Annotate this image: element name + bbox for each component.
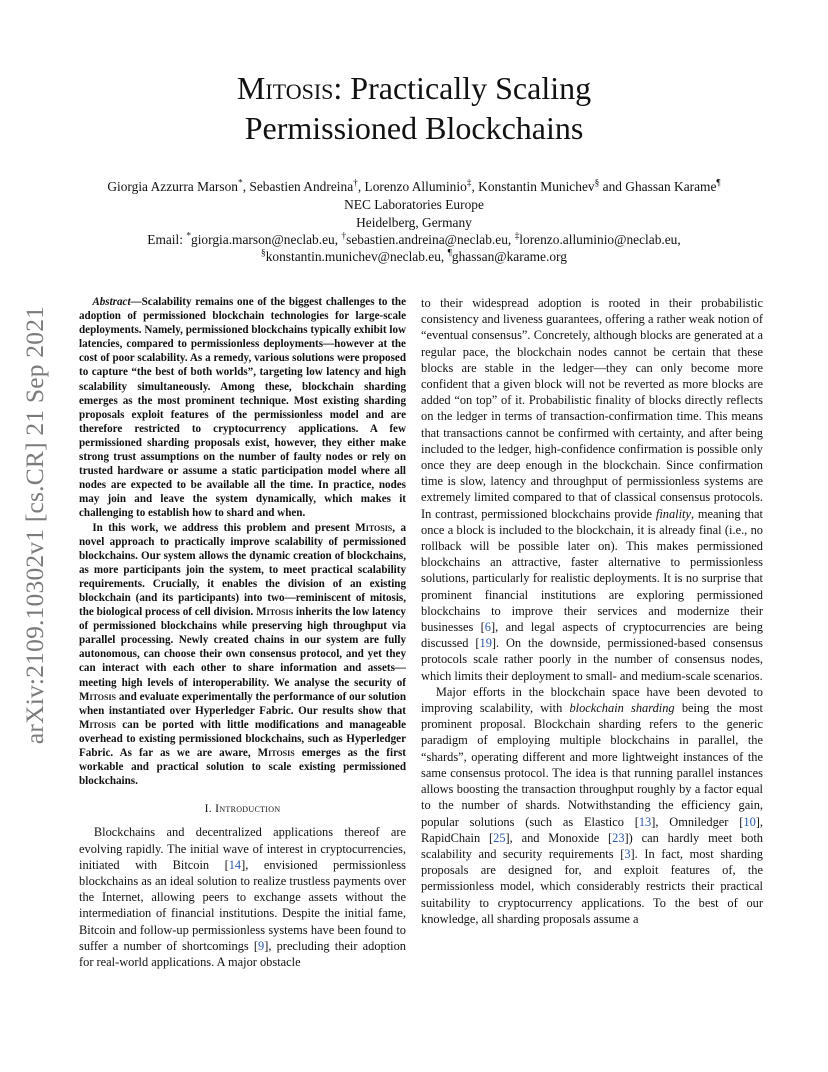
email-address: lorenzo.alluminio@neclab.eu, [519,232,681,247]
email-address: giorgia.marson@neclab.eu, [191,232,342,247]
body-text: ]. In fact, most sharding proposals are designed for, and exploit features of, the permissionless model, which considerably restricts their practical suitability to cryptocurrency applications. To the best of our knowledge, all sharding proposals assume a [421,846,763,926]
arxiv-side-stamp [20,290,50,760]
body-text: ], RapidChain [ [421,814,763,845]
email-mark: * [186,231,192,242]
abstract-text: —Scalability remains one of the biggest challenges to the adoption of permissioned blockchain technologies for large-scale deployments. Namely, permissioned blockchains typically exhibit low latencies, compared to permissionless deployments—however at the cost of poor scalability. As a remedy, various solutions were proposed to capture “the best of both worlds”, targeting low latency and high scalability simultaneously. Among these, blockchain sharding emerges as the most prominent technique. Most existing sharding proposals exploit features of the permissionless model and are therefore restricted to cryptocurrency applications. A few permissioned sharding proposals exist, however, they either make strong trust assumptions on the number of faulty nodes or rely on trusted hardware or assume a static participation model where all nodes are expected to be available all the time. In practice, nodes may join and leave the system dynamically, which makes it challenging to establish how to shard and when. [79,296,406,520]
body-text: Major efforts in the blockchain space have been devoted to improving scalability, with [421,684,763,716]
body-text: , meaning that once a block is included to the blockchain, it is already final (i.e., no rollback will be possible later on). This makes permissioned blockchains an attractive, faster alternative to permissionless solutions, particularly for realistic deployments. It is no surprise that prominent financial institutions are exploring permissioned blockchains to improve their services and modernize their businesses [ [421,506,763,635]
author-name: and Ghassan Karame [599,179,717,194]
abstract-text: emerges as the first workable and practical solution to scale existing permissioned blockchains. [79,747,407,788]
section-heading-introduction [79,802,406,816]
affiliation-org: NEC Laboratories Europe [344,197,484,212]
system-name: Mitosis [79,690,117,703]
body-text: Blockchains and decentralized applications thereof are evolving rapidly. The initial wave of interest in cryptocurrencies, initiated with Bitcoin [ [79,825,406,872]
email-address: konstantin.munichev@neclab.eu, [265,249,448,264]
intro-paragraph-1 [79,824,406,970]
citation-link[interactable]: 6 [484,620,491,635]
system-name: Mitosis [257,747,295,759]
body-text: ], precluding their adoption for real-world applications. A major obstacle [79,938,406,969]
email-label: Email: [147,232,187,247]
email-mark: § [261,248,266,259]
body-text: being the most prominent proposal. Blockchain sharding refers to the generic paradigm of employing multiple blockchains in parallel, the “shards”, operating different and more lightweight instances of the same consensus protocol. The idea is that running parallel instances allows boosting the transaction throughput roughly by a factor equal to the number of shards. Notwithstanding the efficiency gain, popular solutions (such as Elastico [ [421,701,763,829]
citation-link[interactable]: 9 [258,938,265,953]
abstract-text: inherits the low latency of permissioned blockchains while preserving high throughput via parallel processing. Newly created chains in our system are fully autonomous, can choose their own consensus protocol, and yet they can interact with each other to share information and assets—meeting high levels of interoperability. We analyse the security of [79,606,406,689]
email-line-2 [60,248,768,265]
citation-link[interactable]: 25 [493,830,506,845]
citation-link[interactable]: 19 [479,636,492,651]
author-mark: § [594,178,600,189]
body-text: ], and legal aspects of cryptocurrencies are being discussed [ [421,620,763,651]
abstract-text: In this work, we address this problem and present [92,521,356,534]
section-title: Introduction [215,802,281,816]
body-text: ], and Monoxide [ [505,830,613,845]
title-system-name: Mitosis [236,70,334,106]
system-name: Mitosis [256,606,294,619]
abstract-text: and evaluate experimentally the performance of our solution when instantiated over Hyperledger Fabric. Our results show that [79,690,406,717]
paper-title [0,68,828,148]
emphasis-text: blockchain sharding [569,701,675,716]
section-number: I. [204,802,216,816]
system-name: Mitosis [79,718,117,731]
body-text: to their widespread adoption is rooted in their probabilistic consistency and liveness guarantees, offering a rather weak notion of “eventual consensus”. Concretely, although blocks are generated at a regular pace, the blockchain nodes cannot be certain that these blocks are stable in the ledger—they can only become more confident that a given block will not be reverted as more blocks are added “on top” of it. Probabilistic finality of blocks directly reflects on the ledger in terms of transaction-confirmation time. This means that transactions cannot be confirmed with certainty, and after being included to the ledger, high-confidence confirmation is possible only once they are deep enough in the blockchain. Since confirmation time is slow, latency and throughput of permissionless systems are extremely limited compared to that of classical consensus protocols. In contrast, permissioned blockchains provide [421,296,763,521]
abstract-text: can be ported with little modifications and manageable overhead to existing permissioned blockchains, such as Hyperledger Fabric. As far as we are aware, [79,718,406,759]
author-list [60,178,768,195]
citation-link[interactable]: 3 [624,846,631,861]
abstract-label: Abstract [92,296,131,308]
abstract-paragraph-2 [79,521,406,789]
title-line-1-rest: : Practically Scaling [333,70,592,106]
email-mark: ‡ [514,231,520,242]
author-mark: ¶ [716,178,721,189]
author-name: , Sebastien Andreina [242,179,354,194]
email-address: sebastien.andreina@neclab.eu, [346,232,515,247]
abstract-paragraph-1 [79,295,406,521]
citation-link[interactable]: 23 [612,830,625,845]
abstract-text: , a novel approach to practically improve scalability of permissioned blockchains. Our system allows the dynamic creation of blockchains, as more participants join the system, to meet practical scalability requirements. Crucially, it enables the division of an existing blockchain (and its participants) into two—reminiscent of mitosis, the biological process of cell division. [79,521,406,619]
author-name: Giorgia Azzurra Marson [107,179,238,194]
body-text: ]) can hardly meet both scalability and security requirements [ [421,830,763,861]
citation-link[interactable]: 14 [228,857,242,872]
author-mark: † [353,178,358,189]
affiliation-city: Heidelberg, Germany [356,215,472,230]
body-text: ], envisioned permissionless blockchains as an ideal solution to realize trustless payments over the Internet, allowing peers to exchange assets without the intermediation of financial institutions. Despite the initial fame, Bitcoin and follow-up permissionless systems have been found to suffer a number of shortcomings [ [79,857,406,953]
right-column [421,295,763,927]
citation-link[interactable]: 10 [743,814,756,829]
author-name: , Lorenzo Alluminio [357,179,467,194]
intro-paragraph-1-continued [421,295,763,684]
title-line-2: Permissioned Blockchains [244,110,584,146]
intro-paragraph-2 [421,684,763,927]
citation-link[interactable]: 13 [638,814,652,829]
emphasis-text: finality [655,506,691,521]
left-column [79,295,406,970]
author-mark: * [238,178,243,189]
email-mark: ¶ [447,248,452,259]
title-line-1 [0,68,828,108]
body-text: ]. On the downside, permissioned-based consensus protocols scale rather poorly in the number of consensus nodes, which limits their deployment to small- and medium-scale scenarios. [421,636,763,683]
author-name: , Konstantin Munichev [471,179,595,194]
email-address: ghassan@karame.org [451,249,567,264]
email-mark: † [341,231,347,242]
email-line-1 [60,231,768,248]
system-name: Mitosis [355,521,393,534]
author-mark: ‡ [466,178,472,189]
arxiv-id: arXiv:2109.10302v1 [cs.CR] 21 Sep 2021 [20,305,49,745]
body-text: ], Omniledger [ [651,814,744,829]
